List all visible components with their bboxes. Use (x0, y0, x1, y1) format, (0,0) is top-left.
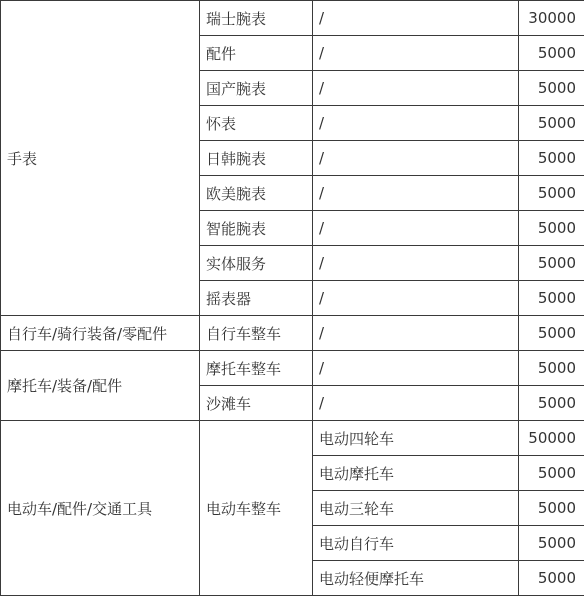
category-level3-cell: 电动摩托车 (313, 456, 519, 491)
category-level3-cell: / (313, 351, 519, 386)
category-level2-cell: 摩托车整车 (200, 351, 313, 386)
category-level3-cell: 电动四轮车 (313, 421, 519, 456)
category-level1-cell: 电动车/配件/交通工具 (1, 421, 200, 596)
category-level2-cell: 怀表 (200, 106, 313, 141)
category-level1-cell: 自行车/骑行装备/零配件 (1, 316, 200, 351)
amount-cell: 5000 (519, 141, 584, 176)
category-level3-cell: / (313, 176, 519, 211)
amount-cell: 5000 (519, 456, 584, 491)
table-row (1, 351, 584, 386)
category-level2-cell: 实体服务 (200, 246, 313, 281)
amount-cell: 5000 (519, 246, 584, 281)
category-level2-cell: 瑞士腕表 (200, 1, 313, 36)
category-level1-cell: 手表 (1, 1, 200, 316)
amount-cell: 50000 (519, 421, 584, 456)
amount-cell: 5000 (519, 491, 584, 526)
category-level1-cell: 摩托车/装备/配件 (1, 351, 200, 421)
category-level3-cell: / (313, 386, 519, 421)
amount-cell: 5000 (519, 386, 584, 421)
category-level3-cell: / (313, 106, 519, 141)
amount-cell: 30000 (519, 1, 584, 36)
category-level3-cell: 电动自行车 (313, 526, 519, 561)
category-level3-cell: / (313, 316, 519, 351)
category-level3-cell: / (313, 246, 519, 281)
category-level2-cell: 欧美腕表 (200, 176, 313, 211)
category-level2-cell: 国产腕表 (200, 71, 313, 106)
table-row (1, 421, 584, 456)
category-level2-cell: 摇表器 (200, 281, 313, 316)
category-level2-cell: 电动车整车 (200, 421, 313, 596)
category-level3-cell: 电动轻便摩托车 (313, 561, 519, 596)
amount-cell: 5000 (519, 316, 584, 351)
category-level3-cell: / (313, 141, 519, 176)
amount-cell: 5000 (519, 561, 584, 596)
category-level3-cell: / (313, 71, 519, 106)
amount-cell: 5000 (519, 526, 584, 561)
table-row (1, 316, 584, 351)
category-level2-cell: 日韩腕表 (200, 141, 313, 176)
amount-cell: 5000 (519, 351, 584, 386)
amount-cell: 5000 (519, 176, 584, 211)
category-level3-cell: / (313, 36, 519, 71)
amount-cell: 5000 (519, 36, 584, 71)
category-level3-cell: / (313, 1, 519, 36)
amount-cell: 5000 (519, 211, 584, 246)
category-level2-cell: 智能腕表 (200, 211, 313, 246)
category-level2-cell: 自行车整车 (200, 316, 313, 351)
category-level3-cell: / (313, 281, 519, 316)
category-level2-cell: 沙滩车 (200, 386, 313, 421)
amount-cell: 5000 (519, 281, 584, 316)
amount-cell: 5000 (519, 106, 584, 141)
amount-cell: 5000 (519, 71, 584, 106)
category-level3-cell: 电动三轮车 (313, 491, 519, 526)
category-level2-cell: 配件 (200, 36, 313, 71)
category-level3-cell: / (313, 211, 519, 246)
table-row (1, 1, 584, 36)
